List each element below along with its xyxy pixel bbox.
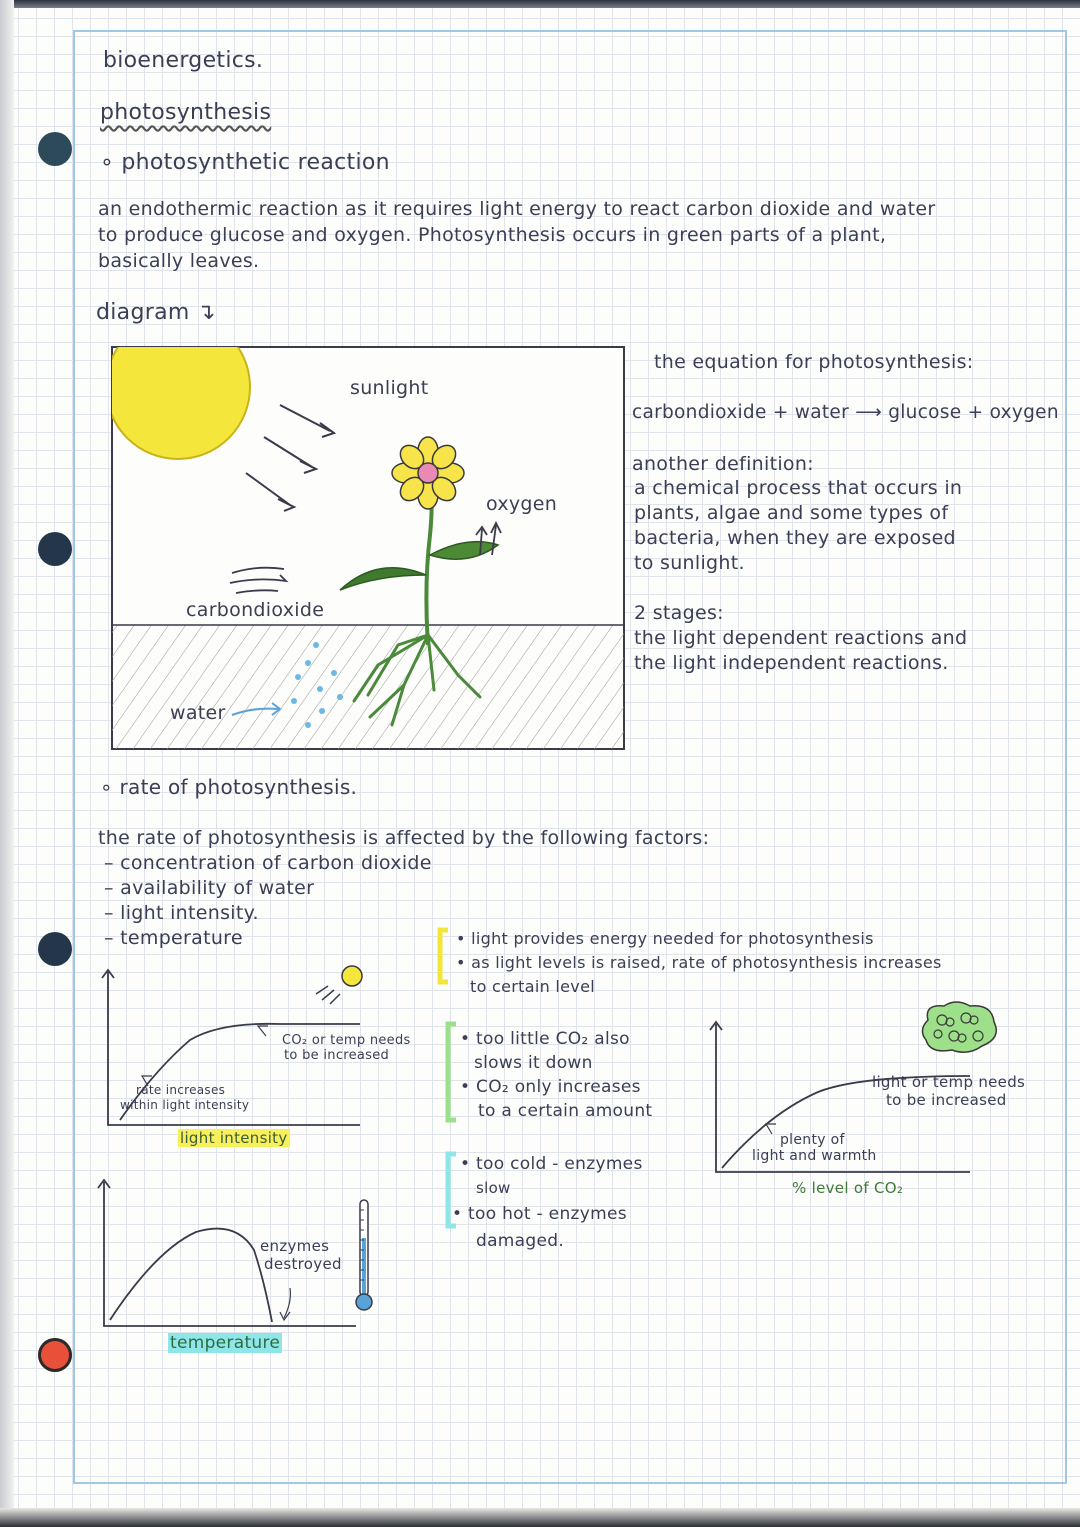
co2-bubbles-icon (916, 1000, 1002, 1056)
temp-note-3: • too hot - enzymes (452, 1204, 627, 1224)
stages-heading: 2 stages: (634, 602, 724, 624)
light-note-3: to certain level (470, 977, 595, 996)
co2-graph-note-top-1: light or temp needs (872, 1073, 1026, 1091)
factor-item: – availability of water (104, 877, 315, 899)
bottom-edge (0, 1508, 1080, 1527)
co2-note-2: slows it down (474, 1053, 593, 1073)
curved-arrow-icon: ↴ (196, 300, 216, 325)
thermometer-icon (354, 1198, 374, 1314)
left-edge (0, 0, 14, 1527)
top-edge (0, 0, 1080, 8)
stages-line-2: the light independent reactions. (634, 652, 949, 674)
temp-note-text: too cold - enzymes (476, 1154, 643, 1174)
co2-note-1: • too little CO₂ also (460, 1029, 630, 1049)
stages-line-1: the light dependent reactions and (634, 627, 968, 649)
page-title: bioenergetics. (103, 48, 264, 73)
definition-heading: another definition: (632, 453, 814, 475)
factor-text: availability of water (120, 877, 315, 899)
bullet-text: rate of photosynthesis. (119, 775, 358, 799)
factor-item: – light intensity. (104, 902, 259, 924)
co2-note-text: too little CO₂ also (476, 1029, 630, 1049)
diagram-label (96, 300, 216, 325)
curve-temperature (110, 1229, 272, 1322)
definition-line-3: bacteria, when they are exposed (634, 527, 956, 549)
section-heading-photosynthesis: photosynthesis (100, 100, 272, 125)
intro-line-3: basically leaves. (98, 250, 260, 272)
bullet-icon: ∘ (100, 150, 122, 175)
co2-graph-note-low-1: plenty of (780, 1132, 845, 1148)
green-bracket-icon (444, 1022, 458, 1122)
temp-graph-xlabel-text: temperature (170, 1333, 281, 1353)
light-graph-note-low-2: within light intensity (120, 1098, 250, 1112)
co2-graph-xlabel: % level of CO₂ (792, 1179, 904, 1197)
light-graph-note-top-2: to be increased (284, 1048, 390, 1063)
sun-small-icon (310, 962, 366, 1008)
factor-text: concentration of carbon dioxide (120, 852, 432, 874)
binder-hole-icon (38, 932, 72, 966)
intro-line-1: an endothermic reaction as it requires light energy to react carbon dioxide and water (98, 198, 936, 220)
equation-heading: the equation for photosynthesis: (654, 351, 974, 373)
photosynthesis-diagram (108, 345, 628, 755)
factors-intro: the rate of photosynthesis is affected by the following factors: (98, 827, 710, 849)
factor-item: – concentration of carbon dioxide (104, 852, 432, 874)
yellow-bracket-icon (436, 928, 450, 984)
temp-graph-xlabel (168, 1334, 282, 1354)
light-graph-note-top-1: CO₂ or temp needs (282, 1033, 411, 1048)
binder-hole-red-icon (38, 1338, 72, 1372)
bullet-text: photosynthetic reaction (121, 150, 390, 175)
diagram-label-text: diagram (96, 300, 190, 325)
temp-note-2: slow (476, 1179, 511, 1197)
co2-note-3: • CO₂ only increases (460, 1077, 641, 1097)
label-oxygen: oxygen (486, 493, 558, 515)
bullet-photosynthetic-reaction (100, 150, 390, 175)
bullet-icon: ∘ (100, 775, 120, 799)
co2-note-text: CO₂ only increases (476, 1077, 641, 1097)
light-note-2: • as light levels is raised, rate of photosynthesis increases (456, 953, 942, 972)
temp-note-text: too hot - enzymes (468, 1204, 627, 1224)
definition-line-2: plants, algae and some types of (634, 502, 949, 524)
label-water: water (170, 702, 226, 724)
light-graph-xlabel-text: light intensity (180, 1129, 288, 1147)
label-sunlight: sunlight (350, 377, 429, 399)
temp-graph-note-1: enzymes (260, 1237, 330, 1255)
intro-line-2: to produce glucose and oxygen. Photosynthesis occurs in green parts of a plant, (98, 224, 887, 246)
binder-hole-icon (38, 132, 72, 166)
temp-note-1: • too cold - enzymes (460, 1154, 643, 1174)
co2-graph-note-low-2: light and warmth (752, 1148, 877, 1164)
definition-line-1: a chemical process that occurs in (634, 477, 963, 499)
light-graph-xlabel (178, 1130, 290, 1147)
light-note-text: as light levels is raised, rate of photosynthesis increases (471, 953, 942, 972)
flower-icon (392, 437, 464, 509)
factor-text: temperature (120, 927, 243, 949)
co2-graph-note-top-2: to be increased (886, 1091, 1007, 1109)
temp-graph-note-2: destroyed (264, 1255, 342, 1273)
light-note-text: light provides energy needed for photosynthesis (471, 929, 874, 948)
temp-note-4: damaged. (476, 1231, 565, 1251)
binder-hole-icon (38, 532, 72, 566)
co2-note-4: to a certain amount (478, 1101, 653, 1121)
factor-text: light intensity. (120, 902, 259, 924)
bullet-rate-of-photosynthesis (100, 776, 357, 799)
factor-item: – temperature (104, 927, 243, 949)
definition-line-4: to sunlight. (634, 552, 745, 574)
equation-text: carbondioxide + water ⟶ glucose + oxygen (632, 402, 1059, 423)
label-carbondioxide: carbondioxide (186, 599, 325, 621)
light-graph-note-low-1: rate increases (136, 1083, 226, 1097)
light-note-1: • light provides energy needed for photosynthesis (456, 929, 874, 948)
